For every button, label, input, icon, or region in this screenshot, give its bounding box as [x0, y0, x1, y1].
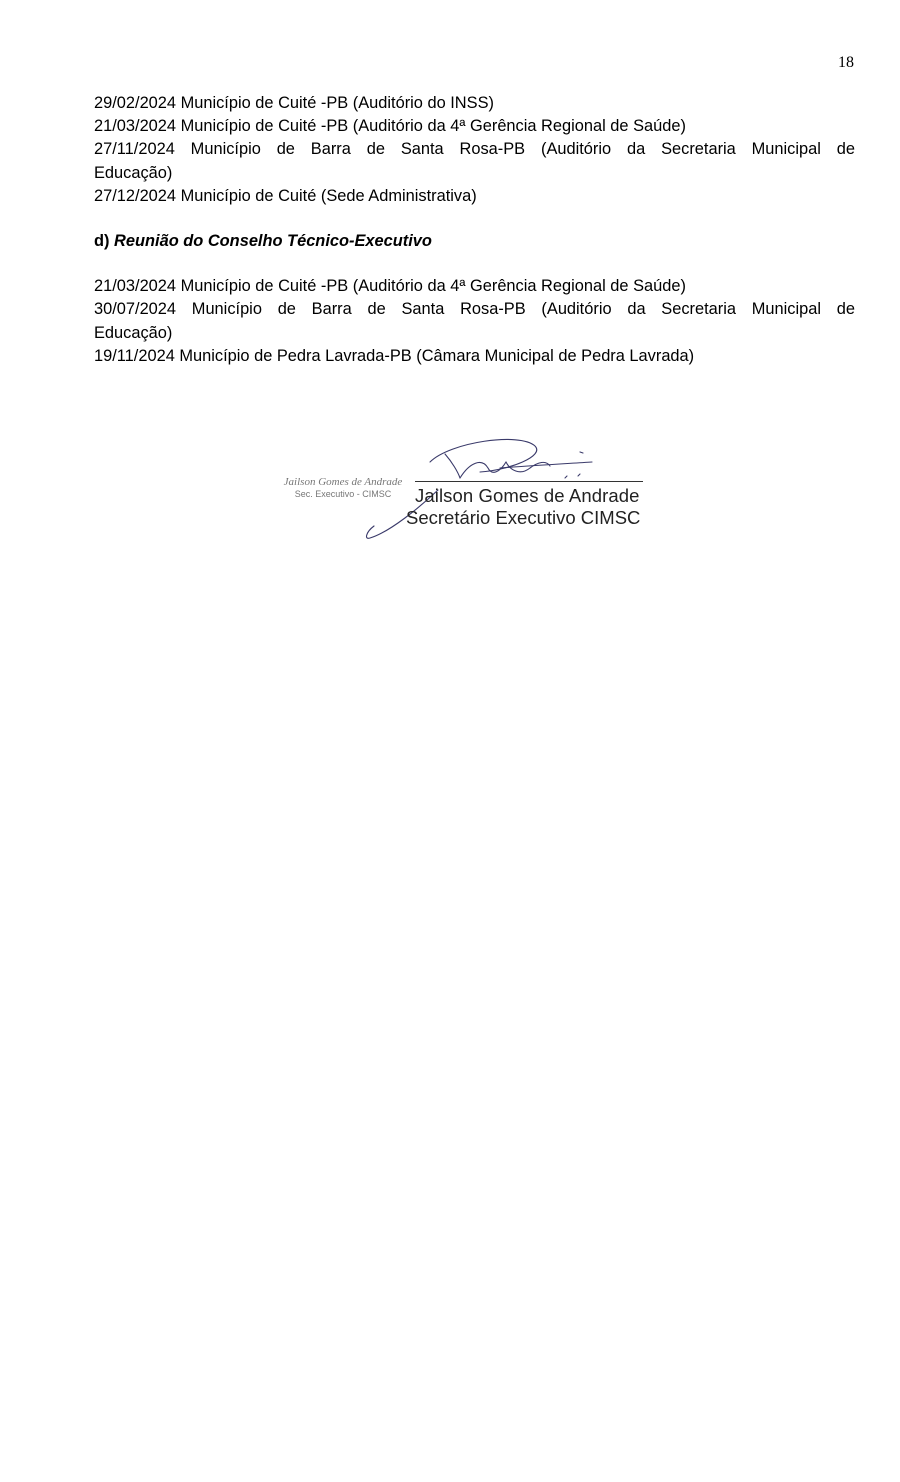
list-item: 30/07/2024 Município de Barra de Santa Rosa-PB (Auditório da Secretaria Municipal de [94, 300, 855, 319]
list-item: 21/03/2024 Município de Cuité -PB (Auditório da 4ª Gerência Regional de Saúde) [94, 117, 686, 136]
signer-role: Secretário Executivo CIMSC [406, 507, 641, 528]
signer-name: Jailson Gomes de Andrade [415, 485, 640, 506]
list-item: 21/03/2024 Município de Cuité -PB (Auditório da 4ª Gerência Regional de Saúde) [94, 277, 686, 296]
section-heading [94, 230, 855, 253]
page-number: 18 [838, 54, 854, 71]
list-item: 27/11/2024 Município de Barra de Santa Rosa-PB (Auditório da Secretaria Municipal de [94, 140, 855, 159]
stamp-role: Sec. Executivo - CIMSC [294, 489, 392, 499]
section-title: Reunião do Conselho Técnico-Executivo [114, 232, 432, 251]
stamp-name: Jailson Gomes de Andrade [283, 476, 403, 488]
document-body [94, 92, 855, 368]
list-item-continuation: Educação) [94, 323, 173, 342]
signature-block [260, 432, 690, 552]
list-item: 29/02/2024 Município de Cuité -PB (Auditório do INSS) [94, 94, 494, 112]
section-letter: d) [94, 232, 110, 251]
signature-line [415, 481, 643, 482]
list-item-continuation: Educação) [94, 163, 173, 182]
list-item: 19/11/2024 Município de Pedra Lavrada-PB (Câmara Municipal de Pedra Lavrada) [94, 346, 695, 365]
list-item: 27/12/2024 Município de Cuité (Sede Administrativa) [94, 186, 477, 205]
